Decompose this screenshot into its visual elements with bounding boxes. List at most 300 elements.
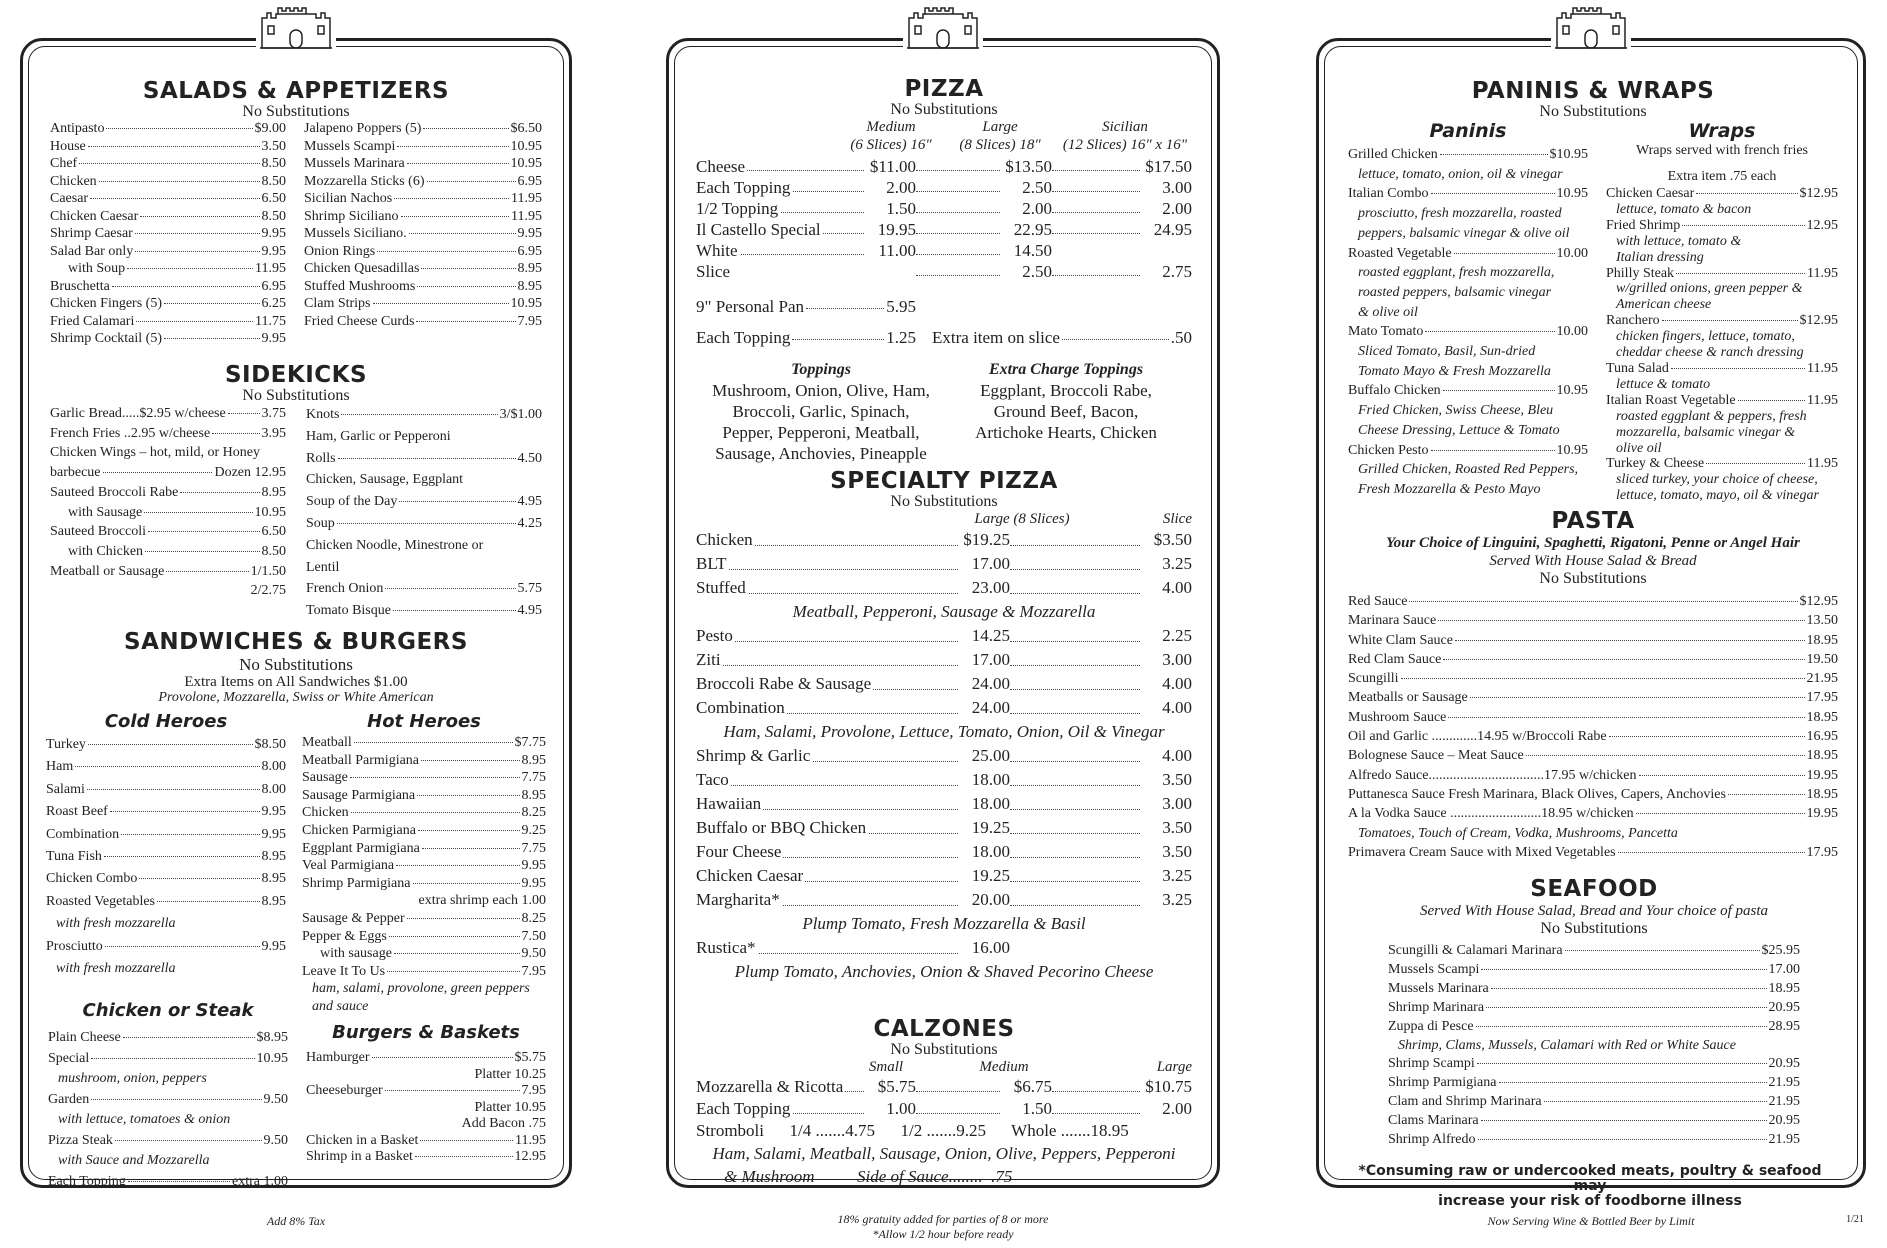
item-price: 8.25: [521, 805, 546, 821]
menu-item: [1388, 942, 1800, 961]
price-row: [696, 177, 1192, 198]
item-name: Alfredo Sauce.................................17.95 w/chicken: [1348, 767, 1637, 783]
menu-item: [50, 225, 286, 243]
dot-leader: [1010, 809, 1140, 810]
item-price: 18.95: [1806, 748, 1838, 764]
pizza-description: Plump Tomato, Anchovies, Onion & Shaved Pecorino Cheese: [734, 962, 1154, 981]
item-price: 4.95: [517, 494, 542, 510]
item-price: 11.95: [1807, 360, 1838, 376]
subsection-title: Paninis: [1429, 120, 1507, 142]
item-name: BLT: [696, 552, 729, 576]
dot-leader: [104, 856, 260, 857]
item-name: Sausage & Pepper: [302, 910, 405, 926]
item-name: Mushroom Sauce: [1348, 709, 1447, 725]
dot-leader: [399, 501, 515, 502]
item-price: 9.50: [263, 1091, 288, 1107]
dot-leader: [1010, 713, 1140, 714]
menu-item: [1348, 322, 1588, 342]
dot-leader: [99, 181, 260, 182]
item-name: Chicken Quesadillas: [304, 261, 420, 276]
menu-item: [304, 120, 542, 138]
item-name: Fried Calamari: [50, 313, 135, 329]
item-price: $5.75: [514, 1050, 546, 1065]
menu-item: [1388, 1018, 1800, 1037]
menu-list: [1606, 186, 1838, 504]
dot-leader: [1454, 253, 1555, 254]
menu-item: [306, 578, 542, 600]
dot-leader: [1609, 736, 1805, 737]
menu-item: [50, 138, 286, 156]
item-name: White Clam Sauce: [1348, 632, 1453, 648]
dot-leader: [350, 777, 520, 778]
dot-leader: [393, 610, 516, 611]
menu-item: [302, 945, 546, 963]
size-subheader: (12 Slices) 16" x 16": [1062, 137, 1188, 153]
menu-list: [1388, 942, 1800, 1150]
item-description: Shrimp, Clams, Mussels, Calamari with Red or White Sauce: [1398, 1037, 1736, 1053]
pizza-section: [696, 76, 1192, 464]
dot-leader: [1010, 641, 1140, 642]
item-description: with fresh mozzarella: [56, 961, 176, 977]
dot-leader: [407, 163, 509, 164]
item-description: with lettuce, tomato &: [1616, 233, 1742, 249]
menu-item: [1388, 1131, 1800, 1150]
item-name: Chicken Fingers (5): [50, 296, 162, 311]
menu-item: [1606, 313, 1838, 329]
item-name: Ziti: [696, 648, 723, 672]
item-price: 3.50: [261, 138, 286, 154]
item-description: mozzarella, balsamic vinegar &: [1616, 424, 1796, 440]
calzone-description: & Mushroom Side of Sauce........ .75: [724, 1167, 1013, 1186]
item-name: Shrimp & Garlic: [696, 744, 812, 768]
item-name: Shrimp Cocktail (5): [50, 331, 162, 346]
item-price: 10.95: [510, 138, 542, 154]
item-price: 18.95: [1806, 786, 1838, 802]
menu-item: [46, 756, 286, 778]
size-header: Slice: [1162, 511, 1192, 527]
item-price: 22.95: [1013, 220, 1052, 239]
served-with-note: Served With House Salad, Bread and Your choice of pasta: [1419, 903, 1769, 919]
item-price: 3.25: [1160, 864, 1192, 888]
item-price: 21.95: [1768, 1094, 1800, 1110]
item-price: 20.95: [1768, 999, 1800, 1015]
dot-leader: [417, 795, 519, 796]
each-topping-row: Each Topping 1.25: [696, 328, 916, 347]
item-price: 1.50: [1022, 1099, 1052, 1118]
item-name: Scungilli: [1348, 671, 1399, 687]
item-name: Roast Beef: [46, 804, 108, 820]
item-name: Fried Cheese Curds: [304, 313, 415, 329]
menu-version-code: 1/21: [1846, 1214, 1864, 1225]
dot-leader: [1443, 659, 1804, 660]
item-price: 11.95: [511, 191, 542, 206]
item-description: peppers, balsamic vinegar & olive oil: [1358, 225, 1570, 241]
specialty-pizza-section: [696, 468, 1192, 984]
item-price: 7.95: [517, 313, 542, 329]
dot-leader: [1052, 233, 1140, 234]
dot-leader: [401, 216, 510, 217]
item-name: Red Sauce: [1348, 594, 1408, 609]
item-price: 8.95: [261, 849, 286, 865]
dot-leader: [1682, 225, 1804, 226]
item-name: Combination: [46, 826, 120, 842]
item-name: Chicken in a Basket: [306, 1132, 419, 1148]
item-price: 3.00: [1160, 792, 1192, 816]
dot-leader: [123, 1037, 255, 1038]
section-title: SALADS & APPETIZERS: [142, 78, 450, 104]
dot-leader: [1052, 170, 1140, 171]
menu-list: [50, 120, 286, 348]
menu-item: [1348, 843, 1838, 862]
dot-leader: [1052, 191, 1140, 192]
dot-leader: [1696, 193, 1797, 194]
chicken-steak-section: [48, 998, 288, 1192]
dot-leader: [341, 414, 497, 415]
dot-leader: [91, 1058, 254, 1059]
menu-item: [48, 1131, 288, 1152]
item-price: 11.95: [515, 1132, 546, 1148]
price-row: [696, 1076, 1192, 1098]
dot-leader: [1477, 1063, 1767, 1064]
subsection-title: Burgers & Baskets: [332, 1022, 520, 1043]
menu-item: [302, 840, 546, 858]
item-name: Chicken Caesar: [1606, 186, 1695, 201]
item-price: 6.50: [261, 191, 286, 206]
menu-item: [1348, 184, 1588, 204]
size-header: Medium: [866, 119, 916, 135]
price-row: [696, 1098, 1192, 1120]
item-name: Pepper & Eggs: [302, 928, 387, 944]
item-price: 3/$1.00: [499, 407, 542, 422]
item-name: Pizza Steak: [48, 1132, 113, 1148]
item-name: Meatballs or Sausage: [1348, 690, 1468, 706]
item-description: Grilled Chicken, Roasted Red Peppers,: [1358, 462, 1579, 478]
item-price: 17.00: [1768, 961, 1800, 977]
price-row: [696, 744, 1192, 768]
item-price: 18.00: [970, 792, 1010, 816]
item-price: 2.00: [1162, 199, 1192, 218]
pizza-description: Meatball, Pepperoni, Sausage & Mozzarella: [792, 602, 1096, 621]
dot-leader: [415, 1156, 513, 1157]
item-price: 7.95: [521, 1083, 546, 1098]
no-substitutions-note: No Substitutions: [239, 655, 353, 674]
item-name: House: [50, 138, 86, 154]
dot-leader: [1431, 193, 1555, 194]
item-name: Stuffed: [696, 576, 748, 600]
dot-leader: [916, 1091, 1000, 1092]
no-substitutions-note: No Substitutions: [890, 1041, 998, 1058]
dot-leader: [418, 830, 520, 831]
dot-leader: [166, 571, 248, 572]
item-name: 1/2 Topping: [696, 199, 779, 218]
item-price: 9.95: [521, 858, 546, 874]
item-price: $12.95: [1799, 313, 1838, 329]
item-price: 8.95: [261, 871, 286, 887]
item-description: Sliced Tomato, Basil, Sun-dried: [1358, 344, 1536, 360]
dot-leader: [1010, 689, 1140, 690]
item-name: Tuna Salad: [1606, 360, 1669, 376]
item-name: Hamburger: [306, 1050, 370, 1065]
item-price: 17.00: [970, 648, 1010, 672]
dot-leader: [916, 275, 1000, 276]
item-name: Chef: [50, 156, 78, 171]
dot-leader: [135, 233, 260, 234]
item-price: 1.00: [886, 1099, 916, 1118]
dot-leader: [136, 321, 253, 322]
item-name: Clam and Shrimp Marinara: [1388, 1094, 1542, 1110]
item-price: 8.50: [261, 156, 286, 171]
menu-item: [304, 260, 542, 278]
item-price: 17.95: [1806, 690, 1838, 706]
item-description: with lettuce, tomatoes & onion: [58, 1112, 231, 1127]
price-row: [696, 240, 1192, 261]
item-price: $10.75: [1145, 1077, 1192, 1096]
item-price: 9.95: [261, 804, 286, 820]
extra-toppings-title: Extra Charge Toppings: [988, 361, 1144, 378]
menu-item: [304, 243, 542, 261]
item-name: Sausage: [302, 770, 348, 786]
dot-leader: [389, 936, 520, 937]
menu-item: [50, 581, 286, 601]
item-price: 2.00: [886, 178, 916, 197]
item-name: Prosciutto: [46, 938, 103, 954]
item-name: Mussels Siciliano.: [304, 226, 407, 241]
item-name: Margharita*: [696, 888, 782, 912]
dot-leader: [105, 946, 260, 947]
menu-item: [304, 173, 542, 191]
dot-leader: [396, 865, 519, 866]
menu-item: [304, 295, 542, 313]
item-price: 11.95: [255, 261, 286, 276]
menu-item: [306, 600, 542, 622]
calzones-section: [696, 1016, 1192, 1188]
item-description: American cheese: [1616, 297, 1712, 313]
served-with-note: Served With House Salad & Bread: [1489, 553, 1697, 569]
item-name: Red Clam Sauce: [1348, 651, 1442, 667]
dot-leader: [228, 413, 260, 414]
wait-time-text: *Allow 1/2 hour before ready: [872, 1227, 1014, 1241]
item-price: 10.95: [1556, 186, 1588, 202]
item-name: Caesar: [50, 191, 89, 206]
price-row: [696, 816, 1192, 840]
item-name: Sicilian Nachos: [304, 191, 393, 206]
item-price: 3.50: [1160, 840, 1192, 864]
menu-item: [1348, 592, 1838, 611]
dot-leader: [1565, 950, 1760, 951]
item-name: Leave It To Us: [302, 963, 386, 979]
item-name: Roasted Vegetable: [1348, 245, 1452, 261]
dot-leader: [1486, 1007, 1766, 1008]
specialty-price-table: [696, 528, 1192, 984]
castle-logo-icon: [1551, 4, 1631, 52]
item-name: Mussels Marinara: [1388, 980, 1489, 996]
dot-leader: [157, 901, 260, 902]
item-name: Italian Roast Vegetable: [1606, 392, 1736, 408]
dot-leader: [916, 191, 1000, 192]
sandwiches-section: [46, 628, 546, 1016]
sidekicks-section: [50, 362, 542, 622]
item-price: 10.95: [510, 156, 542, 171]
dot-leader: [373, 303, 509, 304]
item-name: Four Cheese: [696, 840, 783, 864]
item-price: 6.25: [261, 296, 286, 311]
item-description: ham, salami, provolone, green peppers: [312, 981, 530, 997]
item-note: Add Bacon .75: [461, 1116, 546, 1131]
item-description: lettuce & tomato: [1616, 376, 1711, 392]
item-price: 18.00: [970, 840, 1010, 864]
dot-leader: [88, 146, 260, 147]
menu-item: [302, 963, 546, 981]
menu-item: [306, 1050, 546, 1067]
menu-item: [46, 846, 286, 868]
item-name: A la Vodka Sauce ..........................18.95 w/chicken: [1348, 806, 1634, 822]
item-price: 11.95: [511, 208, 542, 224]
item-price: 10.00: [1556, 324, 1588, 340]
dot-leader: [387, 971, 519, 972]
item-name: Philly Steak: [1606, 265, 1675, 281]
item-price: $6.50: [510, 121, 542, 136]
item-name: Shrimp in a Basket: [306, 1149, 413, 1164]
toppings-title: Toppings: [791, 361, 851, 378]
menu-item: [306, 448, 542, 470]
dot-leader: [1676, 273, 1805, 274]
menu-item: [46, 734, 286, 756]
item-name: with Chicken: [68, 543, 144, 559]
dot-leader: [1671, 368, 1805, 369]
item-price: 19.25: [970, 864, 1010, 888]
item-name: Chicken Combo: [46, 871, 138, 887]
item-price: $6.75: [1013, 1077, 1052, 1096]
item-name: Bolognese Sauce – Meat Sauce: [1348, 748, 1524, 764]
item-name: Mozzarella & Ricotta: [696, 1077, 844, 1096]
dot-leader: [1010, 833, 1140, 834]
item-price: 3.25: [1160, 888, 1192, 912]
dot-leader: [337, 523, 516, 524]
dot-leader: [421, 268, 515, 269]
menu-item: [50, 278, 286, 296]
item-description: roasted eggplant, fresh mozzarella,: [1358, 265, 1555, 281]
item-name: Shrimp Parmigiana: [1388, 1075, 1497, 1091]
item-price: $9.00: [254, 121, 286, 136]
dot-leader: [416, 321, 515, 322]
item-price: 18.95: [1806, 632, 1838, 648]
menu-item: [48, 1049, 288, 1070]
dot-leader: [1010, 905, 1140, 906]
menu-list: [48, 1028, 288, 1192]
dot-leader: [88, 744, 253, 745]
item-price: 9.95: [261, 243, 286, 259]
item-price: 3.00: [1160, 648, 1192, 672]
wraps-extra-note: Extra item .75 each: [1667, 169, 1777, 184]
dot-leader: [422, 848, 520, 849]
seafood-section: [1388, 876, 1800, 1150]
dot-leader: [1544, 1101, 1767, 1102]
item-name: Chicken: [50, 173, 97, 189]
item-price: 8.50: [261, 173, 286, 189]
menu-item: [302, 804, 546, 822]
item-name: Pesto: [696, 624, 735, 648]
dot-leader: [1728, 794, 1805, 795]
item-name: Garden: [48, 1091, 90, 1107]
item-price: 10.95: [254, 504, 286, 520]
dot-leader: [127, 268, 253, 269]
item-price: 10.95: [1556, 442, 1588, 458]
item-name: with Soup: [68, 261, 126, 276]
dot-leader: [135, 251, 259, 252]
item-name: Mozzarella Sticks (6): [304, 173, 425, 189]
item-name: Each Topping: [48, 1173, 126, 1189]
item-name: Tomato Bisque: [306, 603, 391, 619]
menu-item: [46, 824, 286, 846]
item-price: 10.00: [1556, 245, 1588, 261]
dot-leader: [394, 198, 509, 199]
size-header: Sicilian: [1102, 119, 1148, 135]
dot-leader: [1491, 988, 1767, 989]
section-title: SIDEKICKS: [224, 362, 368, 388]
menu-item: [302, 752, 546, 770]
pasta-section: [1348, 508, 1838, 862]
price-row: [696, 768, 1192, 792]
menu-item: [1348, 244, 1588, 264]
item-price: 11.95: [1807, 392, 1838, 408]
item-price: 8.95: [517, 261, 542, 276]
price-row: [696, 792, 1192, 816]
price-row: [696, 198, 1192, 219]
menu-list: [306, 1050, 546, 1166]
item-name: Shrimp Parmigiana: [302, 875, 411, 891]
item-price: 18.95: [1768, 980, 1800, 996]
item-name: Mato Tomato: [1348, 324, 1424, 340]
item-price: $13.50: [1005, 157, 1052, 176]
item-name: Hawaiian: [696, 792, 763, 816]
menu-item: [302, 787, 546, 805]
item-price: 19.95: [877, 220, 916, 239]
item-price: 9.95: [521, 875, 546, 891]
dot-leader: [1052, 1113, 1140, 1114]
item-name: Slice: [696, 262, 730, 281]
dot-leader: [409, 233, 516, 234]
dot-leader: [1409, 601, 1797, 602]
pizza-description: Plump Tomato, Fresh Mozzarella & Basil: [802, 914, 1086, 933]
item-name: Meatball: [302, 735, 352, 750]
item-price: 3.25: [1160, 552, 1192, 576]
item-price: 9.95: [261, 226, 286, 241]
item-description: roasted peppers, balsamic vinegar: [1358, 284, 1552, 300]
item-price: 9.95: [261, 938, 286, 954]
item-name: Sauteed Broccoli: [50, 524, 147, 540]
dot-leader: [338, 458, 516, 459]
item-price: 2.50: [1022, 178, 1052, 197]
item-name: Scungilli & Calamari Marinara: [1388, 943, 1563, 958]
menu-item: [46, 779, 286, 801]
castle-logo-icon: [903, 4, 983, 52]
item-description: mushroom, onion, peppers: [58, 1071, 207, 1086]
burgers-baskets-section: [306, 1020, 546, 1166]
item-name: Italian Combo: [1348, 186, 1429, 202]
item-price: 4.00: [1160, 696, 1192, 720]
item-description: chicken fingers, lettuce, tomato,: [1616, 329, 1795, 345]
item-name: Onion Rings: [304, 243, 376, 259]
item-price: 24.95: [1153, 220, 1192, 239]
menu-item: [1606, 456, 1838, 472]
menu-item: [50, 424, 286, 444]
item-name: Buffalo Chicken: [1348, 383, 1441, 399]
size-subheader: (6 Slices) 16": [850, 137, 932, 153]
item-name: Bruschetta: [50, 278, 110, 294]
item-note: Chicken Wings – hot, mild, or Honey: [50, 445, 260, 461]
item-price: 9.25: [521, 822, 546, 838]
menu-item: [50, 243, 286, 261]
